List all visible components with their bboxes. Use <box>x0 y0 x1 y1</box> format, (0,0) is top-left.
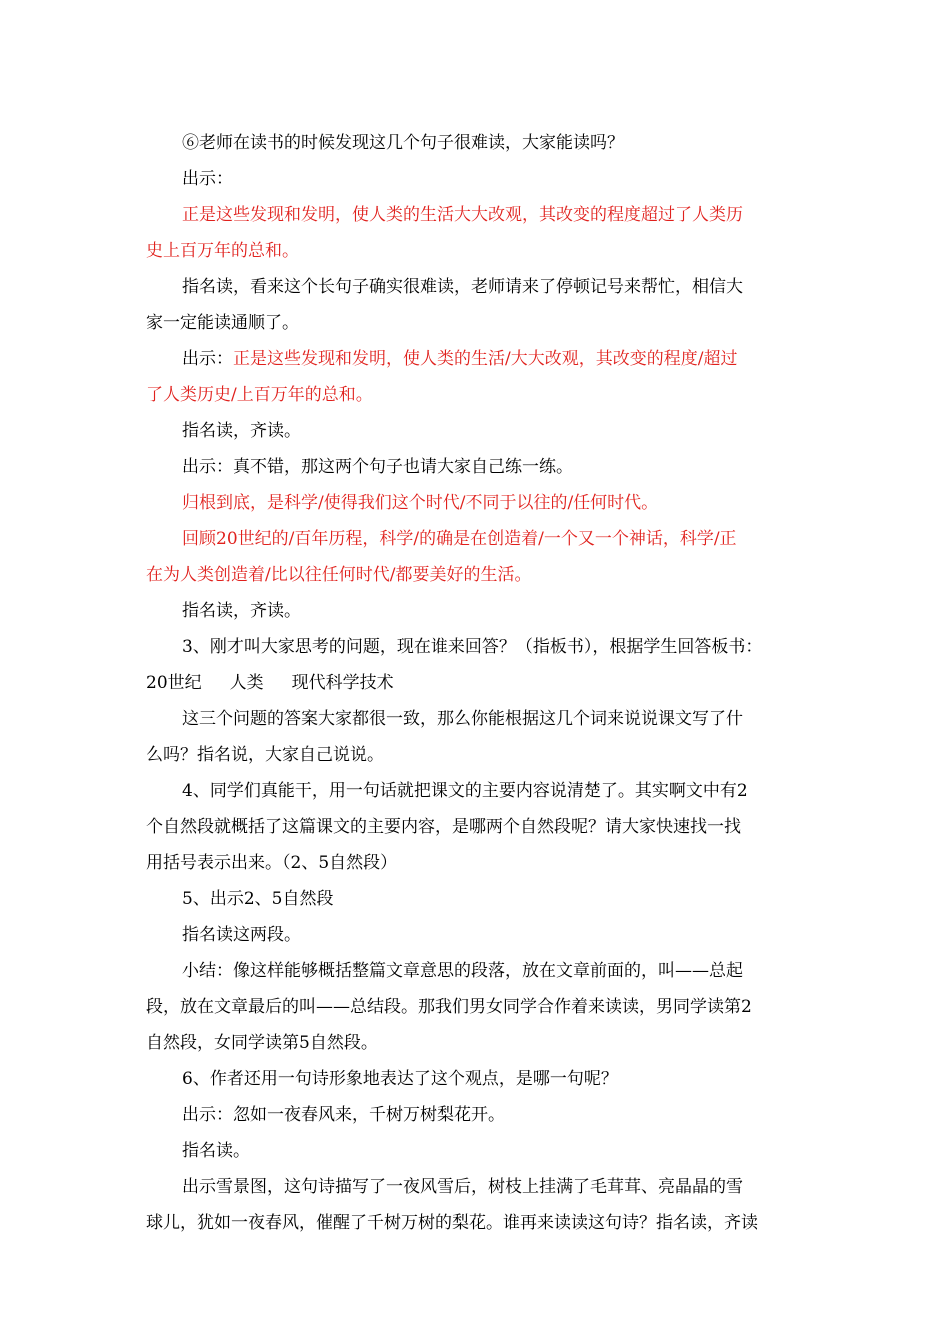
paragraph-line: 4、同学们真能干，用一句话就把课文的主要内容说清楚了。其实啊文中有2 <box>182 781 748 801</box>
highlighted-sentence: 正是这些发现和发明，使人类的生活/大大改观，其改变的程度/超过 <box>233 349 738 369</box>
paragraph-line: 家一定能读通顺了。 <box>146 313 299 333</box>
paragraph-line: 用括号表示出来。（2、5自然段） <box>146 853 398 873</box>
highlighted-sentence-line: 了人类历史/上百万年的总和。 <box>146 385 373 405</box>
paragraph-line: 自然段，女同学读第5自然段。 <box>146 1033 378 1053</box>
document-body <box>146 125 808 1241</box>
paragraph-line <box>146 341 808 377</box>
paragraph-line: 么吗？指名说，大家自己说说。 <box>146 745 384 765</box>
paragraph-line: 出示：忽如一夜春风来，千树万树梨花开。 <box>182 1105 505 1125</box>
highlighted-sentence-line: 正是这些发现和发明，使人类的生活大大改观，其改变的程度超过了人类历 <box>182 205 743 225</box>
board-notes-line <box>146 665 808 701</box>
paragraph-line: 指名读，齐读。 <box>182 601 301 621</box>
board-note: 现代科学技术 <box>291 673 394 693</box>
paragraph-line: 指名读这两段。 <box>182 925 301 945</box>
paragraph-line: 指名读，看来这个长句子确实很难读，老师请来了停顿记号来帮忙，相信大 <box>182 277 743 297</box>
paragraph-line: 球儿，犹如一夜春风，催醒了千树万树的梨花。谁再来读读这句诗？指名读，齐读 <box>146 1213 758 1233</box>
paragraph-line: 指名读。 <box>182 1141 250 1161</box>
paragraph-line: 6、作者还用一句诗形象地表达了这个观点，是哪一句呢？ <box>182 1069 618 1089</box>
paragraph-line: 这三个问题的答案大家都很一致，那么你能根据这几个词来说说课文写了什 <box>182 709 743 729</box>
show-prefix: 出示： <box>182 349 233 369</box>
paragraph-line: 个自然段就概括了这篇课文的主要内容，是哪两个自然段呢？请大家快速找一找 <box>146 817 741 837</box>
paragraph-line: 5、出示2、5自然段 <box>182 889 334 909</box>
paragraph-line: 3、刚才叫大家思考的问题，现在谁来回答？（指板书），根据学生回答板书： <box>182 637 763 657</box>
highlighted-sentence-line: 在为人类创造着/比以往任何时代/都要美好的生活。 <box>146 565 532 585</box>
paragraph-line: 出示：真不错，那这两个句子也请大家自己练一练。 <box>182 457 573 477</box>
paragraph-line: 出示： <box>182 169 233 189</box>
board-note: 人类 <box>229 673 264 693</box>
highlighted-sentence-line: 回顾20世纪的/百年历程，科学/的确是在创造着/一个又一个神话，科学/正 <box>182 529 737 549</box>
paragraph-line: 小结：像这样能够概括整篇文章意思的段落，放在文章前面的，叫——总起 <box>182 961 743 981</box>
paragraph-line: ⑥老师在读书的时候发现这几个句子很难读，大家能读吗？ <box>182 133 624 153</box>
board-note: 20世纪 <box>146 673 202 693</box>
paragraph-line: 指名读，齐读。 <box>182 421 301 441</box>
highlighted-sentence-line: 史上百万年的总和。 <box>146 241 299 261</box>
paragraph-line: 段，放在文章最后的叫——总结段。那我们男女同学合作着来读读，男同学读第2 <box>146 997 752 1017</box>
highlighted-sentence-line: 归根到底，是科学/使得我们这个时代/不同于以往的/任何时代。 <box>182 493 659 513</box>
paragraph-line: 出示雪景图，这句诗描写了一夜风雪后，树枝上挂满了毛茸茸、亮晶晶的雪 <box>182 1177 743 1197</box>
